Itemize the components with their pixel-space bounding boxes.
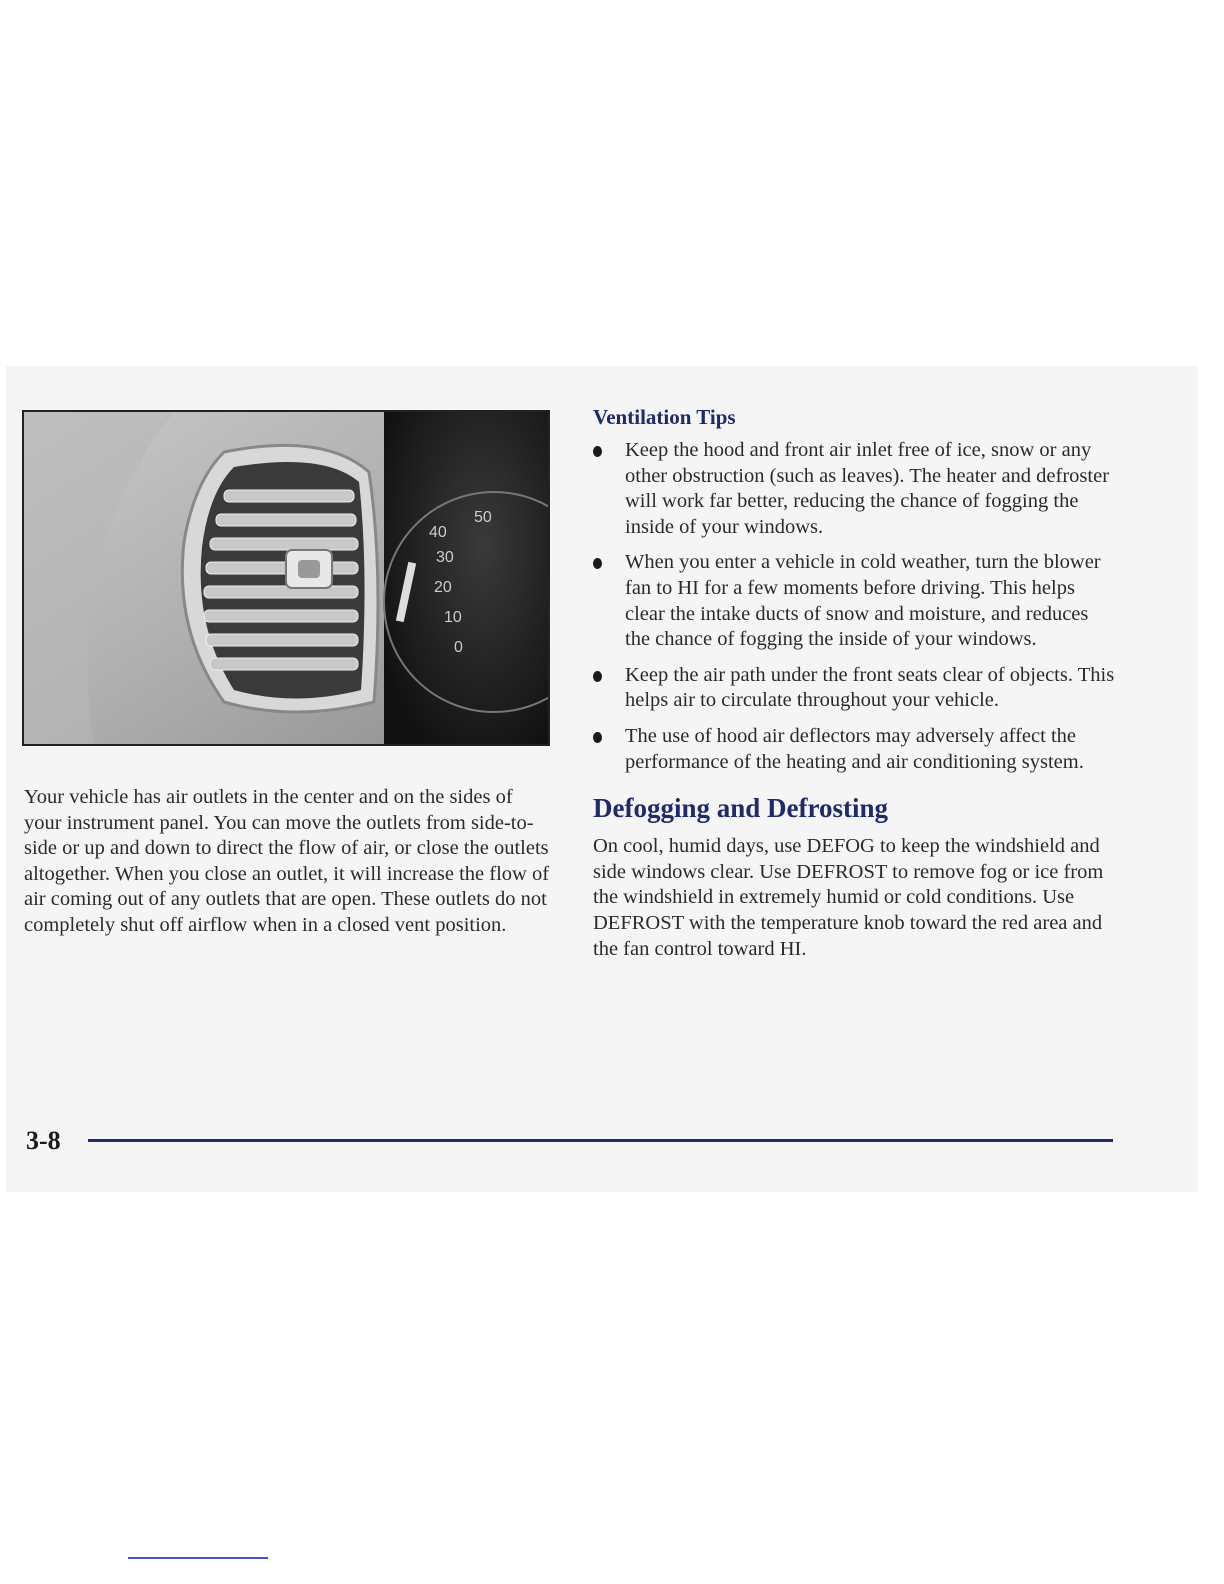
bullet-icon [593,446,602,457]
tip-text: Keep the hood and front air inlet free of ice, snow or any other obstruction (such as leaves). The heater and defroster will work far better, reducing the chance of fogging the inside of your windows. [625,439,1110,538]
svg-text:40: 40 [429,524,447,541]
defogging-paragraph: On cool, humid days, use DEFOG to keep the windshield and side windows clear. Use DEFROST to remove fog or ice from the windshield in extremely humid or cold conditions. Use DEFROST with the temperature knob toward the red area and the fan control toward HI. [593,835,1104,960]
svg-text:0: 0 [454,639,463,656]
right-column [593,405,1118,962]
tip-text: Keep the air path under the front seats clear of objects. This helps air to circulate throughout your vehicle. [625,663,1115,712]
air-outlet-illustration [24,412,548,744]
list-item [593,724,1118,775]
list-item [593,550,1118,652]
bullet-icon [593,732,602,743]
footer-rule [88,1139,1113,1142]
tip-text: When you enter a vehicle in cold weather, turn the blower fan to HI for a few moments before driving. This helps clear the intake ducts of snow and moisture, and reduces the chance of fogging the inside of your windows. [625,551,1101,651]
svg-text:30: 30 [436,549,454,566]
bottom-divider [128,1557,268,1559]
bullet-icon [593,558,602,569]
svg-text:50: 50 [474,509,492,526]
svg-text:20: 20 [434,579,452,596]
page-number: 3-8 [26,1126,61,1155]
defogging-heading: Defogging and Defrosting [593,793,889,824]
bullet-icon [593,671,602,682]
list-item [593,663,1118,714]
air-outlet-photo [22,410,550,746]
ventilation-tips-heading: Ventilation Tips [593,405,736,429]
list-item [593,438,1118,540]
ventilation-tips-list [593,438,1118,775]
svg-text:10: 10 [444,609,462,626]
tip-text: The use of hood air deflectors may adversely affect the performance of the heating and air conditioning system. [625,724,1084,773]
air-outlets-paragraph: Your vehicle has air outlets in the center and on the sides of your instrument panel. You can move the outlets from side-to-side or up and down to direct the flow of air, or close the outlets altogether. When you close an outlet, it will increase the flow of air coming out of any outlets that are open. These outlets do not completely shut off airflow when in a closed vent position. [24,786,550,936]
